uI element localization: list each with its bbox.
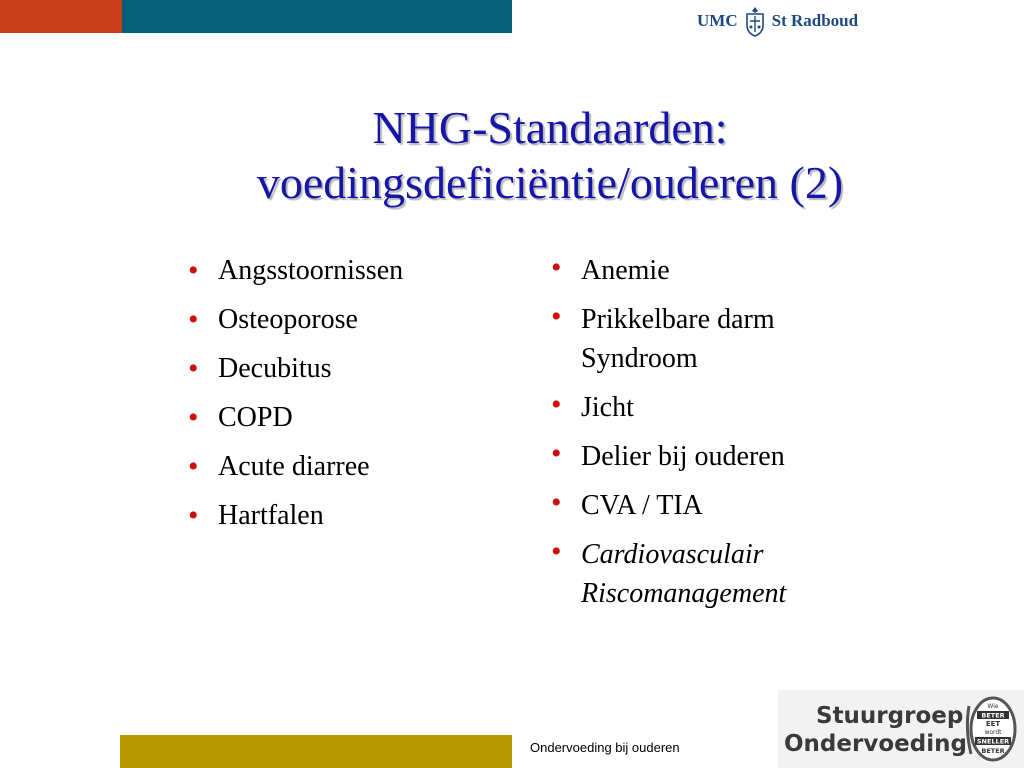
list-item: • Osteoporose bbox=[188, 303, 358, 336]
bullet-icon: • bbox=[551, 251, 562, 284]
bullet-icon: • bbox=[551, 437, 562, 470]
list-item: • Cardiovasculair Riscomanagement bbox=[551, 535, 787, 609]
badge-line: Wie bbox=[987, 703, 999, 710]
brand-line-1: Stuurgroep bbox=[816, 703, 964, 729]
list-item: • Acute diarree bbox=[188, 450, 370, 483]
badge-line: BETER bbox=[981, 711, 1005, 720]
right-bullet-list bbox=[551, 251, 881, 623]
bullet-icon: • bbox=[551, 300, 562, 333]
header-teal-bar bbox=[122, 0, 512, 33]
badge-line: wordt bbox=[984, 729, 1002, 736]
crest-icon bbox=[742, 5, 768, 37]
bullet-icon: • bbox=[551, 486, 562, 519]
list-item: • Delier bij ouderen bbox=[551, 437, 785, 472]
badge-line: BETER bbox=[981, 747, 1005, 755]
brand-text bbox=[784, 702, 967, 758]
title-line-2: voedingsdeficiëntie/ouderen (2) bbox=[256, 157, 844, 208]
footer-gold-bar bbox=[120, 735, 512, 768]
bullet-icon: • bbox=[188, 303, 199, 336]
bullet-icon: • bbox=[551, 388, 562, 421]
list-item: • Decubitus bbox=[188, 352, 332, 385]
stuurgroep-logo bbox=[778, 690, 1024, 768]
bullet-icon: • bbox=[188, 352, 199, 385]
umc-logo bbox=[697, 4, 858, 38]
bullet-icon: • bbox=[188, 254, 199, 287]
list-item: • CVA / TIA bbox=[551, 486, 703, 521]
slide-title bbox=[150, 100, 950, 210]
list-item: • COPD bbox=[188, 401, 293, 434]
brand-line-2: Ondervoeding bbox=[784, 731, 967, 757]
list-item: • Angsstoornissen bbox=[188, 254, 404, 287]
title-line-1: NHG-Standaarden: bbox=[372, 102, 728, 153]
list-item: • Hartfalen bbox=[188, 499, 324, 532]
footer-text: Ondervoeding bij ouderen bbox=[530, 740, 680, 755]
logo-radboud-text: St Radboud bbox=[771, 11, 859, 30]
logo-umc-text: UMC bbox=[697, 11, 738, 30]
left-bullet-list bbox=[188, 254, 403, 548]
list-item: • Anemie bbox=[551, 251, 670, 286]
list-item: • Prikkelbare darm Syndroom bbox=[551, 300, 775, 374]
badge-line: EET bbox=[985, 720, 1001, 728]
bullet-icon: • bbox=[188, 499, 199, 532]
list-item: • Jicht bbox=[551, 388, 634, 423]
badge-icon bbox=[963, 696, 1017, 762]
badge-line: SNELLER bbox=[976, 737, 1010, 746]
bullet-icon: • bbox=[188, 450, 199, 483]
bullet-icon: • bbox=[551, 535, 562, 568]
header-orange-bar bbox=[0, 0, 122, 33]
bullet-icon: • bbox=[188, 401, 199, 434]
